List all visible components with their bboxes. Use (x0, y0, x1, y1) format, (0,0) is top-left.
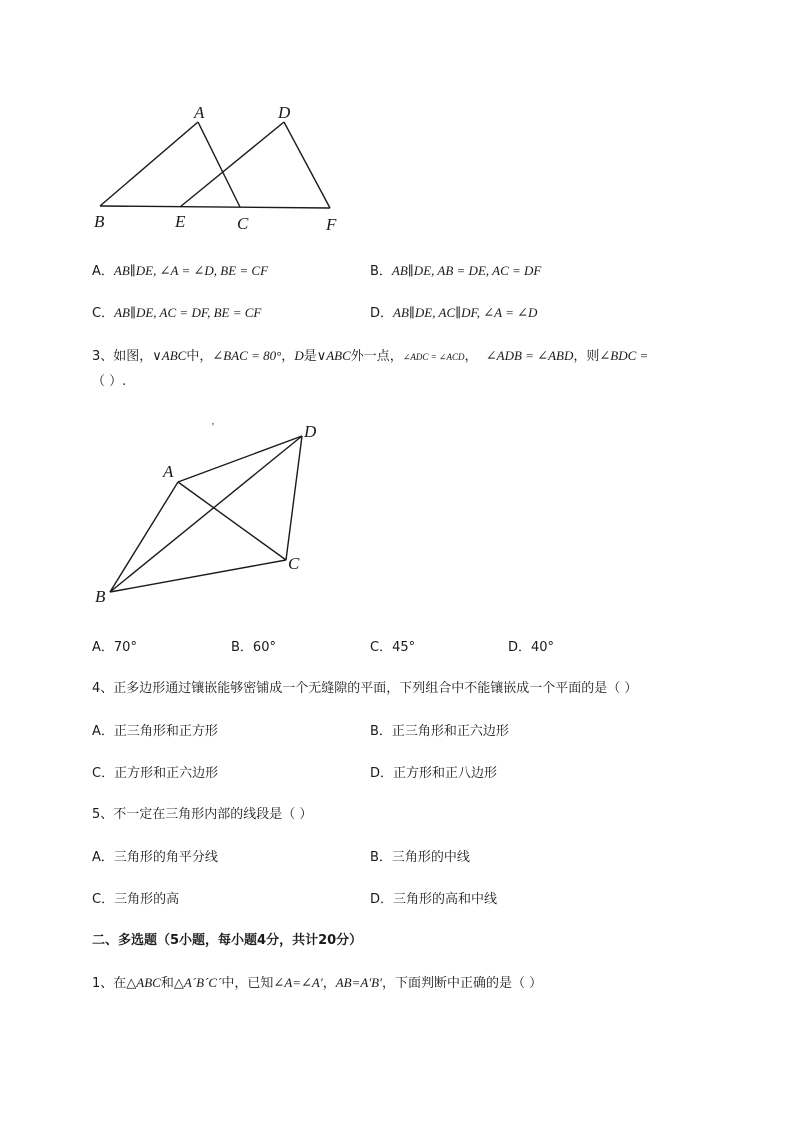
q4-option-d[interactable]: D．正方形和正八边形 (370, 766, 498, 781)
q5-option-b[interactable]: B．三角形的中线 (370, 850, 470, 865)
q3-answer-blank[interactable]: （ ）. (92, 374, 127, 389)
q3-option-b[interactable]: B．60° (231, 640, 276, 655)
mq1-stem: 1、在△ABC和△A´B´C´中，已知∠A=∠A′，AB=A′B′，下面判断中正确的是（ ） (92, 975, 543, 991)
q3-option-c[interactable]: C．45° (370, 640, 416, 655)
label-a: A (194, 103, 205, 122)
segment-bf (100, 206, 330, 208)
label-e: E (175, 212, 186, 231)
q3-stem: 3、如图，∨ABC中，∠BAC = 80°，D是∨ABC外一点，∠ADC = ∠ACD， ∠ADB = ∠ABD，则∠BDC = (92, 348, 649, 364)
q3-option-d[interactable]: D．40° (508, 640, 555, 655)
segment-dc (286, 436, 302, 560)
quadrilateral-figure (90, 414, 330, 608)
segment-ba (110, 482, 178, 592)
section-heading: 二、多选题（5小题，每小题4分，共计20分） (92, 933, 363, 948)
segment-bd (110, 436, 302, 592)
segment-ab (100, 122, 198, 206)
tick-mark: ' (212, 421, 214, 433)
label-c: C (288, 554, 300, 573)
label-d: D (278, 103, 291, 122)
label-d: D (304, 422, 317, 441)
segment-ac (198, 122, 240, 207)
q5-stem: 5、不一定在三角形内部的线段是（ ） (92, 807, 313, 822)
q5-option-d[interactable]: D．三角形的高和中线 (370, 892, 498, 907)
label-a: A (163, 462, 174, 481)
label-f: F (326, 215, 337, 234)
label-b: B (95, 587, 106, 606)
q5-option-a[interactable]: A．三角形的角平分线 (92, 850, 218, 865)
q2-option-d[interactable]: D．AB∥DE, AC∥DF, ∠A = ∠D (370, 305, 538, 321)
q2-option-a[interactable]: A．AB∥DE, ∠A = ∠D, BE = CF (92, 263, 269, 279)
q4-option-a[interactable]: A．正三角形和正方形 (92, 724, 218, 739)
segment-bc (110, 560, 286, 592)
segment-ad (178, 436, 302, 482)
q2-option-b[interactable]: B．AB∥DE, AB = DE, AC = DF (370, 263, 542, 279)
q4-option-b[interactable]: B．正三角形和正六边形 (370, 724, 509, 739)
q3-option-a[interactable]: A．70° (92, 640, 137, 655)
label-b: B (94, 212, 105, 231)
segment-ed (180, 122, 284, 207)
q4-stem: 4、正多边形通过镶嵌能够密铺成一个无缝隙的平面，下列组合中不能镶嵌成一个平面的是（ ） (92, 681, 638, 696)
q4-option-c[interactable]: C．正方形和正六边形 (92, 766, 219, 781)
label-c: C (237, 214, 249, 233)
triangles-figure (88, 98, 358, 238)
segment-df (284, 122, 330, 208)
q5-option-c[interactable]: C．三角形的高 (92, 892, 180, 907)
q2-option-c[interactable]: C．AB∥DE, AC = DF, BE = CF (92, 305, 262, 321)
